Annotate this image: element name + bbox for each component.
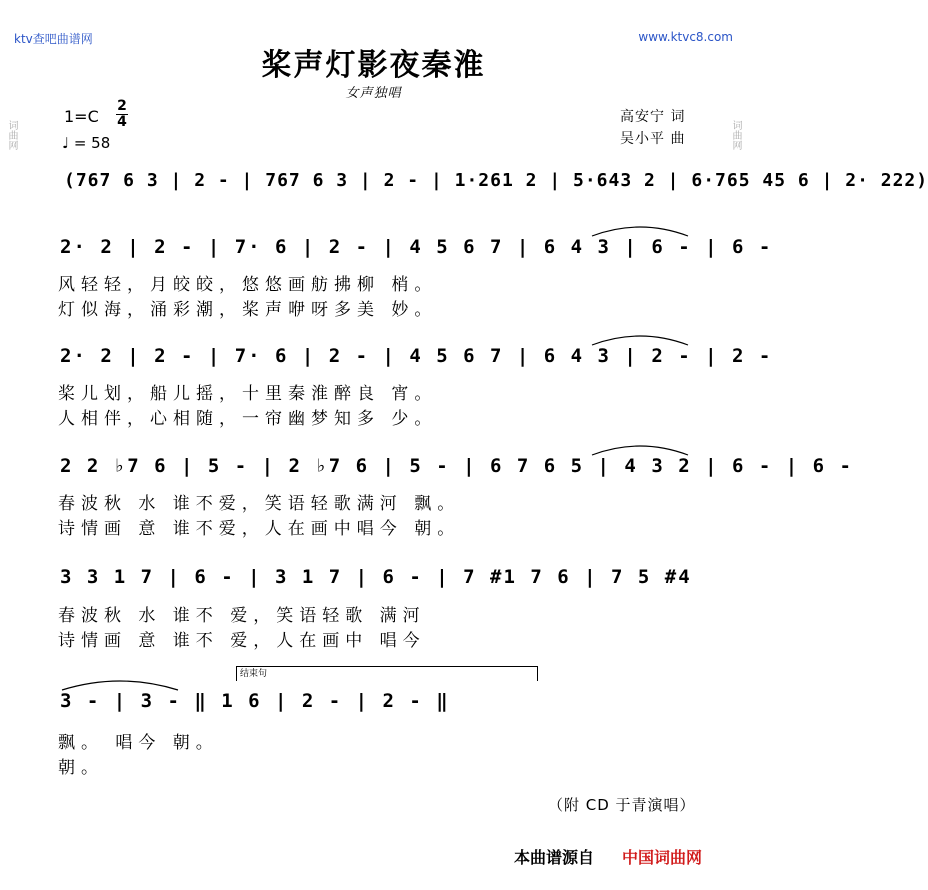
line2-lyric-verse2: 人相伴，心相随，一帘幽梦知多 少。 (58, 409, 438, 429)
source-site-link[interactable]: 中国词曲网 (622, 848, 703, 867)
line3-notes: 2 2 ♭7 6 | 5 - | 2 ♭7 6 | 5 - | 6 7 6 5 | 4 3 2 | 6 - | 6 - (60, 455, 853, 477)
side-watermark-right: 词曲网 (730, 120, 741, 150)
lyricist-credit: 高安宁 词 (620, 109, 686, 125)
slur-line3 (590, 441, 690, 457)
song-title: 桨声灯影夜秦淮 (261, 48, 486, 83)
slur-line2 (590, 331, 690, 347)
line2-notes: 2· 2 | 2 - | 7· 6 | 2 - | 4 5 6 7 | 6 4 3 | 2 - | 2 - (60, 345, 773, 367)
line3-lyric-verse1: 春波秋 水 谁不爱，笑语轻歌满河 飘。 (58, 494, 461, 514)
watermark-top-left: ktv查吧曲谱网 (14, 32, 93, 46)
ending-bracket (236, 666, 538, 681)
line1-notes: 2· 2 | 2 - | 7· 6 | 2 - | 4 5 6 7 | 6 4 3 | 6 - | 6 - (60, 236, 773, 258)
watermark-top-right: www.ktvc8.com (638, 30, 733, 44)
source-prefix: 本曲谱源自 (514, 848, 595, 867)
line5-lyric-verse1: 飘。 唱今 朝。 (58, 733, 219, 753)
line5-notes: 3 - | 3 - ‖ 1 6 | 2 - | 2 - ‖ (60, 690, 450, 712)
ending-label: 结束句 (240, 669, 268, 679)
slur-line5 (60, 676, 180, 692)
time-signature-bottom: 4 (117, 114, 127, 130)
footer-note: （附 CD 于青演唱） (548, 796, 696, 814)
composer-credit: 吴小平 曲 (620, 131, 686, 147)
line2-lyric-verse1: 桨儿划，船儿摇，十里秦淮醉良 宵。 (58, 384, 438, 404)
line4-notes: 3 3 1 7 | 6 - | 3 1 7 | 6 - | 7 #1 7 6 | 7 5 #4 (60, 566, 692, 588)
tempo-marking: ♩ = 58 (62, 134, 111, 152)
line1-lyric-verse1: 风轻轻，月皎皎，悠悠画舫拂柳 梢。 (58, 275, 438, 295)
time-signature (116, 99, 128, 130)
line1-lyric-verse2: 灯似海，涌彩潮，桨声咿呀多美 妙。 (58, 300, 438, 320)
line4-lyric-verse1: 春波秋 水 谁不 爱，笑语轻歌 满河 (58, 606, 426, 626)
intro-notation: (767 6 3 | 2 - | 767 6 3 | 2 - | 1·261 2 | 5·643 2 | 6·765 45 6 | 2· 222) (64, 170, 928, 191)
line5-lyric-verse2: 朝。 (58, 758, 104, 778)
song-subtitle: 女声独唱 (345, 86, 402, 101)
line4-lyric-verse2: 诗情画 意 谁不 爱，人在画中 唱今 (58, 631, 426, 651)
line3-lyric-verse2: 诗情画 意 谁不爱，人在画中唱今 朝。 (58, 519, 461, 539)
key-signature: 1=C (64, 107, 99, 126)
time-signature-top: 2 (117, 98, 127, 114)
slur-line1 (590, 222, 690, 238)
side-watermark-left: 词曲网 (6, 120, 17, 150)
